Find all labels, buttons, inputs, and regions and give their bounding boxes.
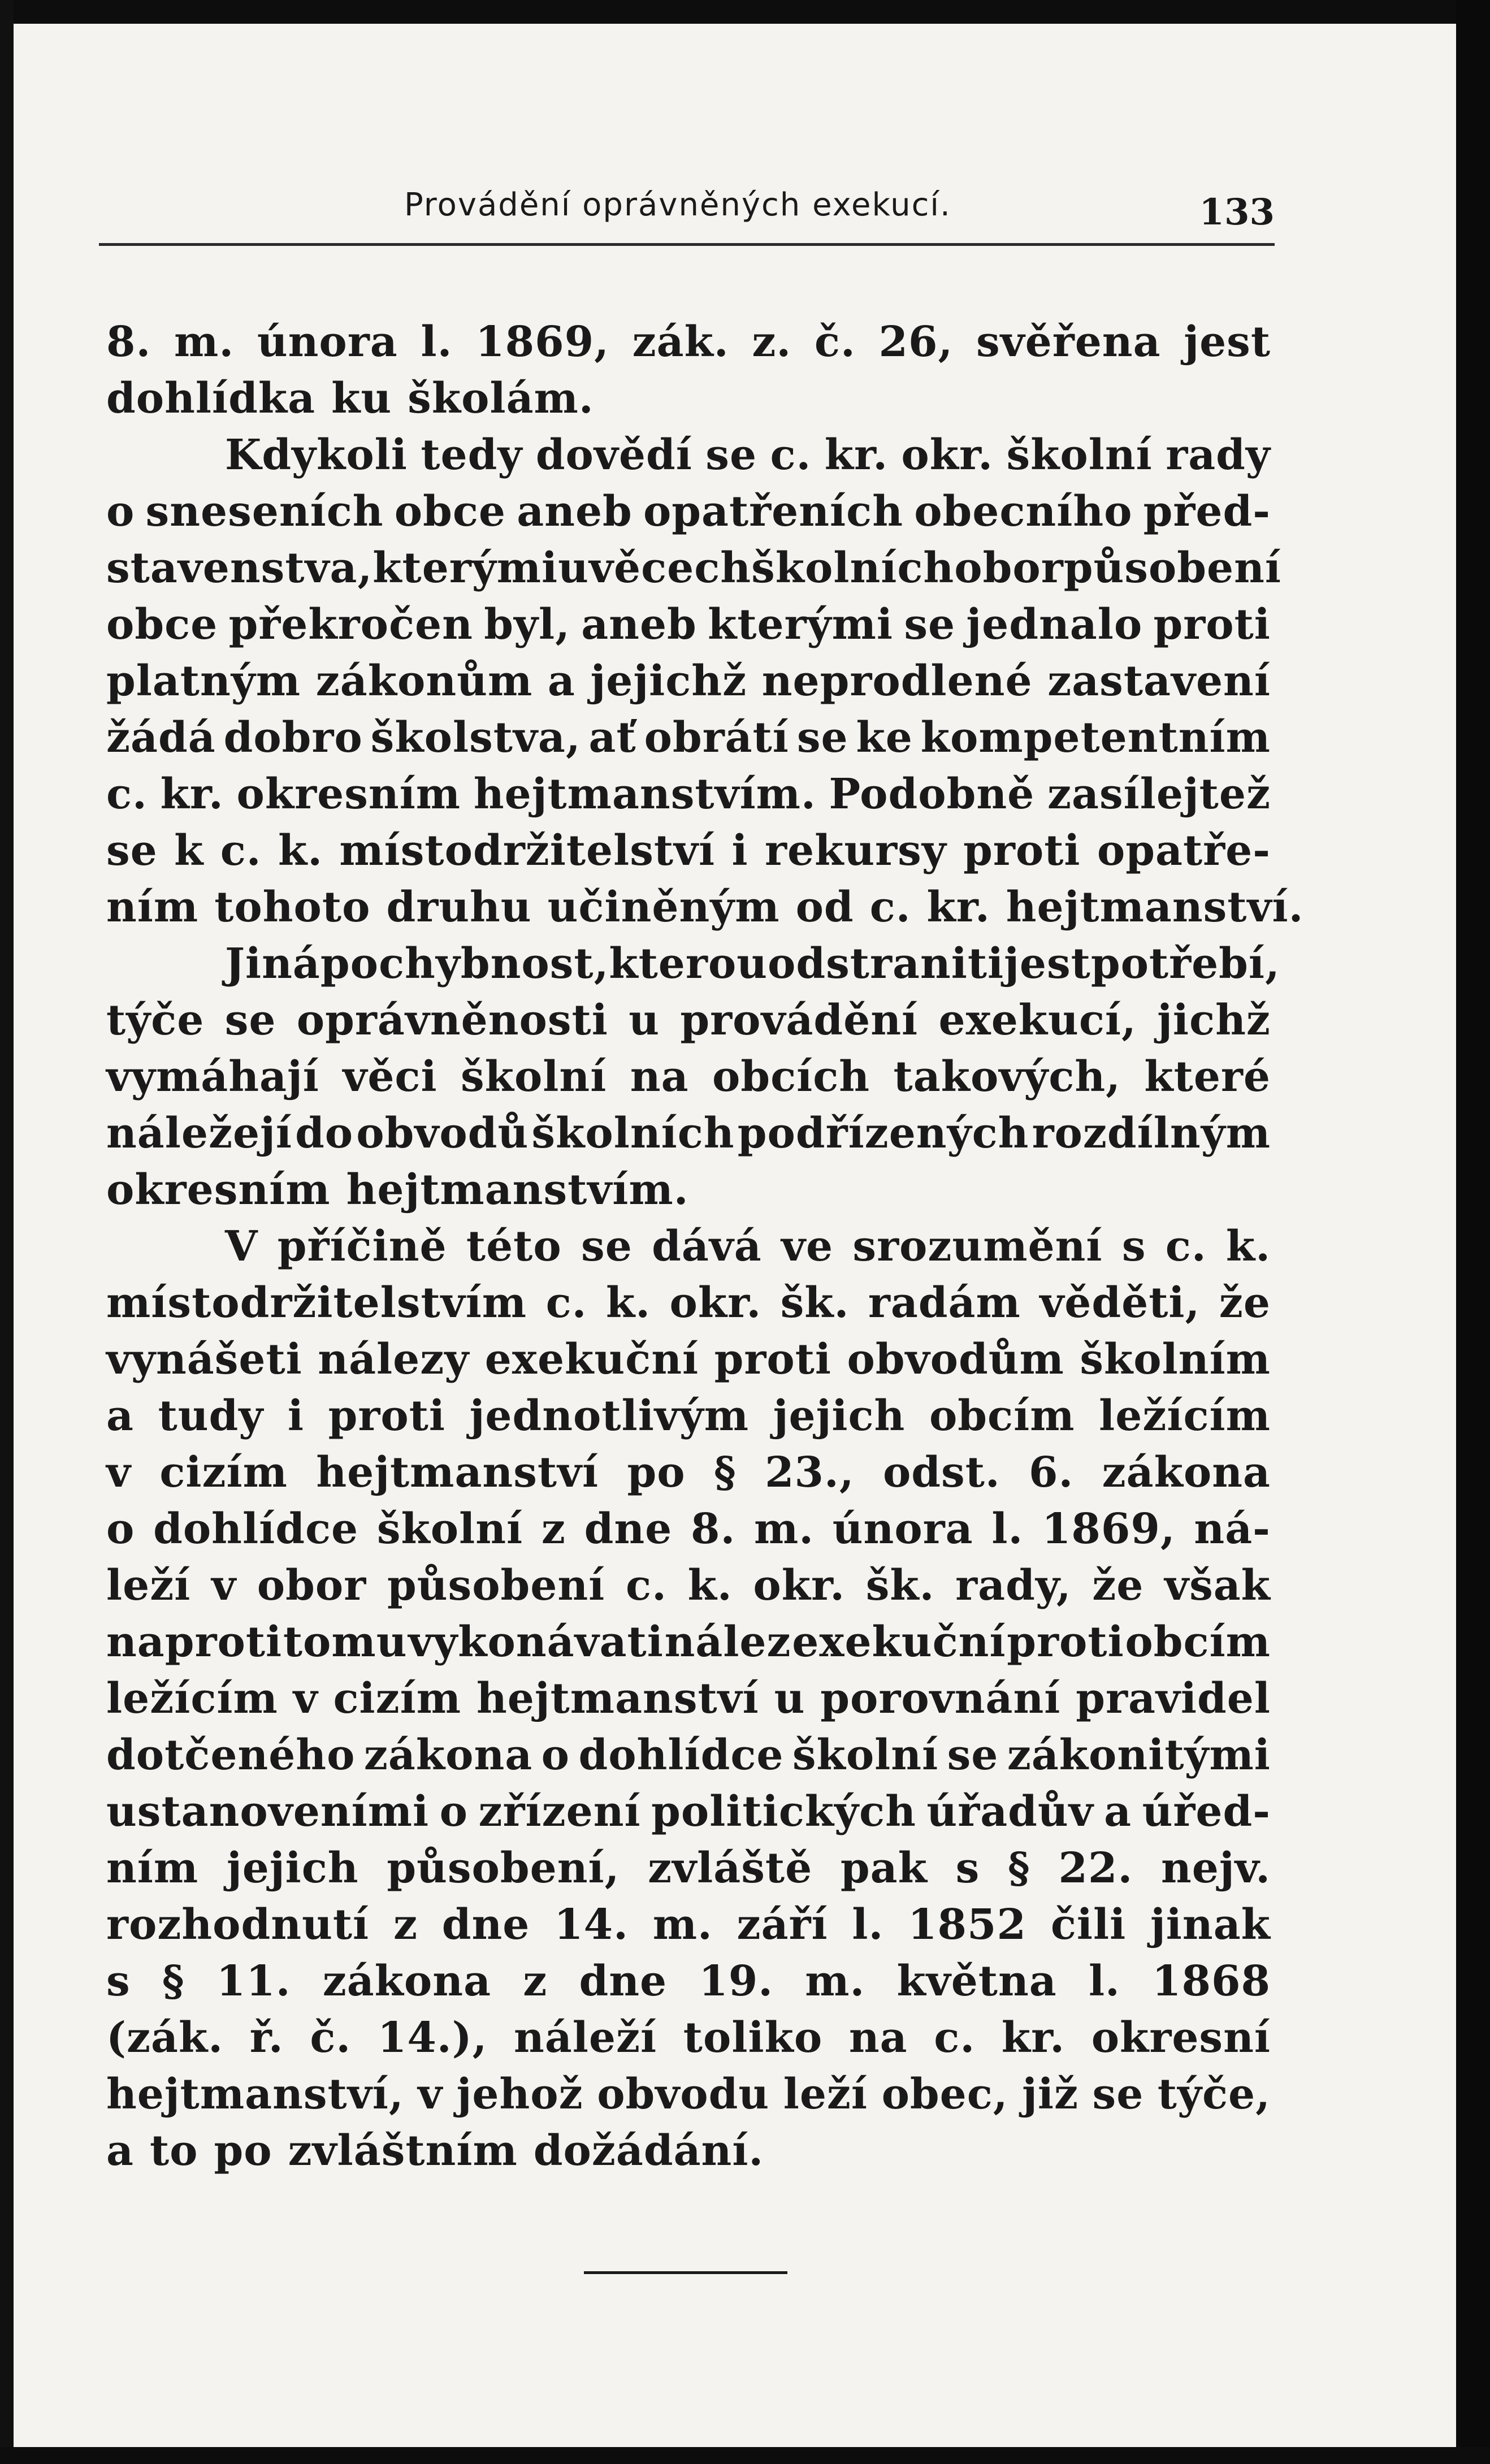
page-header (99, 187, 1275, 243)
text-line: stavenstva, kterými u věcech školních obor působení (106, 544, 1282, 592)
text-line: dotčeného zákona o dohlídce školní se zákonitými (106, 1731, 1271, 1779)
text-line: V příčině této se dává ve srozumění s c. k. (225, 1222, 1271, 1271)
text-line: o dohlídce školní z dne 8. m. února l. 1869, ná- (106, 1505, 1271, 1553)
end-rule (584, 2271, 787, 2274)
text-line: platným zákonům a jejichž neprodlené zastavení (106, 657, 1271, 705)
text-line: žádá dobro školstva, ať obrátí se ke kompetentním (106, 713, 1271, 762)
text-line: s § 11. zákona z dne 19. m. května l. 1868 (106, 1957, 1271, 2006)
text-line: a to po zvláštním dožádání. (106, 2127, 764, 2175)
text-line: v cizím hejtmanství po § 23., odst. 6. zákona (106, 1448, 1271, 1497)
header-rule (99, 243, 1275, 246)
scan-border-right (1456, 0, 1490, 2464)
text-line: Kdykoli tedy dovědí se c. kr. okr. školní rady (225, 431, 1271, 479)
text-line: naproti tomu vykonávati nález exekuční proti obcím (106, 1618, 1271, 1666)
text-line: dohlídka ku školám. (106, 374, 594, 423)
text-line: (zák. ř. č. 14.), náleží toliko na c. kr. okresní (106, 2013, 1271, 2062)
text-line: rozhodnutí z dne 14. m. září l. 1852 čili jinak (106, 1900, 1271, 1949)
text-line: se k c. k. místodržitelství i rekursy proti opatře- (106, 826, 1271, 875)
text-line: Jiná pochybnost, kterou odstraniti jest potřebí, (225, 939, 1280, 988)
scan-border-left (0, 0, 14, 2464)
text-line: o sneseních obce aneb opatřeních obecního před- (106, 487, 1271, 536)
text-line: ním tohoto druhu učiněným od c. kr. hejtmanství. (106, 883, 1304, 932)
page-number: 133 (1199, 191, 1275, 233)
scan-border-top (0, 0, 1490, 24)
text-line: 8. m. února l. 1869, zák. z. č. 26, svěřena jest (106, 318, 1271, 366)
body-text (106, 314, 1304, 2179)
text-line: náležejí do obvodů školních podřízených rozdílným (106, 1109, 1271, 1158)
text-line: obce překročen byl, aneb kterými se jednalo proti (106, 600, 1271, 649)
text-line: ležícím v cizím hejtmanství u porovnání pravidel (106, 1674, 1271, 1723)
text-line: místodržitelstvím c. k. okr. šk. radám věděti, že (106, 1279, 1271, 1327)
text-line: okresním hejtmanstvím. (106, 1166, 689, 1214)
text-line: vymáhají věci školní na obcích takových, které (106, 1053, 1271, 1101)
text-line: c. kr. okresním hejtmanstvím. Podobně zasílejtež (106, 770, 1271, 819)
text-line: ustanoveními o zřízení politických úřadův a úřed- (106, 1787, 1271, 1836)
text-line: hejtmanství, v jehož obvodu leží obec, již se týče, (106, 2070, 1271, 2119)
text-line: týče se oprávněnosti u provádění exekucí, jichž (106, 996, 1271, 1045)
text-line: a tudy i proti jednotlivým jejich obcím ležícím (106, 1392, 1271, 1440)
text-line: leží v obor působení c. k. okr. šk. rady, že však (106, 1561, 1271, 1610)
text-line: ním jejich působení, zvláště pak s § 22. nejv. (106, 1844, 1271, 1893)
text-line: vynášeti nálezy exekuční proti obvodům školním (106, 1335, 1271, 1384)
scan-border-bottom (0, 2447, 1490, 2464)
running-head: Provádění oprávněných exekucí. (404, 187, 951, 223)
